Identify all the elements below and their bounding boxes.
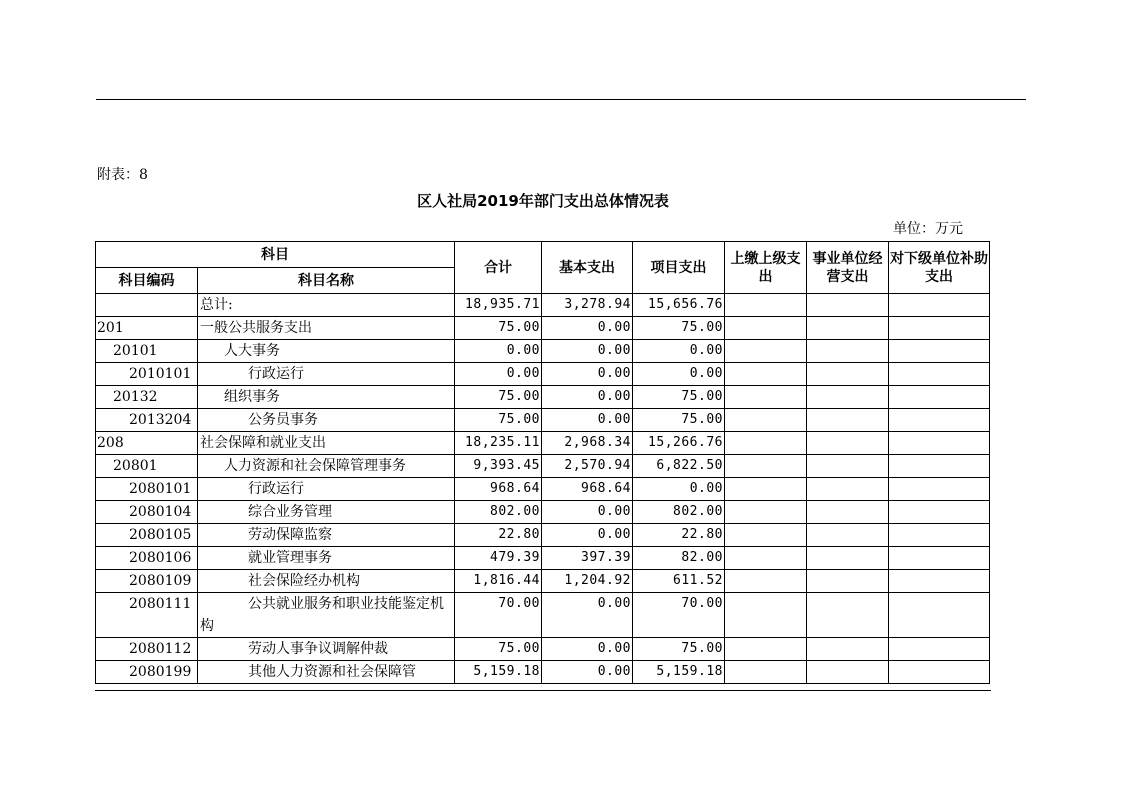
cell-subsidy	[889, 593, 990, 638]
cell-upper	[725, 363, 807, 386]
cell-basic: 0.00	[542, 593, 633, 638]
cell-name: 人力资源和社会保障管理事务	[198, 455, 455, 478]
cell-basic: 0.00	[542, 386, 633, 409]
table-bottom-edge	[95, 690, 991, 691]
cell-business	[807, 386, 889, 409]
header-upper: 上缴上级支出	[725, 242, 807, 294]
cell-basic: 0.00	[542, 501, 633, 524]
table-row	[96, 432, 990, 455]
table-row	[96, 478, 990, 501]
cell-name: 劳动保障监察	[198, 524, 455, 547]
cell-total: 75.00	[455, 386, 542, 409]
cell-upper	[725, 661, 807, 684]
cell-total: 479.39	[455, 547, 542, 570]
cell-project: 75.00	[633, 386, 725, 409]
expenditure-table	[95, 241, 990, 684]
cell-project: 0.00	[633, 340, 725, 363]
cell-upper	[725, 432, 807, 455]
cell-total: 968.64	[455, 478, 542, 501]
cell-code: 20132	[96, 386, 198, 409]
cell-code: 2080105	[96, 524, 198, 547]
cell-subsidy	[889, 432, 990, 455]
table-row	[96, 638, 990, 661]
cell-subsidy	[889, 386, 990, 409]
cell-business	[807, 317, 889, 340]
cell-business	[807, 455, 889, 478]
cell-total: 802.00	[455, 501, 542, 524]
cell-project: 5,159.18	[633, 661, 725, 684]
cell-subsidy	[889, 409, 990, 432]
table-row	[96, 409, 990, 432]
cell-name: 劳动人事争议调解仲裁	[198, 638, 455, 661]
cell-project: 802.00	[633, 501, 725, 524]
table-row	[96, 661, 990, 684]
cell-project: 611.52	[633, 570, 725, 593]
cell-business	[807, 661, 889, 684]
cell-subsidy	[889, 317, 990, 340]
cell-name: 综合业务管理	[198, 501, 455, 524]
cell-code: 2080109	[96, 570, 198, 593]
cell-subsidy	[889, 478, 990, 501]
top-rule	[96, 99, 1026, 100]
table-row	[96, 570, 990, 593]
cell-name: 其他人力资源和社会保障管	[198, 661, 455, 684]
cell-total: 5,159.18	[455, 661, 542, 684]
cell-project: 75.00	[633, 317, 725, 340]
cell-subsidy	[889, 570, 990, 593]
cell-project: 82.00	[633, 547, 725, 570]
cell-business	[807, 478, 889, 501]
cell-basic: 0.00	[542, 363, 633, 386]
cell-name: 公务员事务	[198, 409, 455, 432]
cell-subsidy	[889, 661, 990, 684]
cell-business	[807, 547, 889, 570]
cell-upper	[725, 386, 807, 409]
cell-business	[807, 363, 889, 386]
cell-code: 2010101	[96, 363, 198, 386]
cell-project: 15,656.76	[633, 294, 725, 317]
cell-name: 总计:	[198, 294, 455, 317]
cell-project: 22.80	[633, 524, 725, 547]
cell-upper	[725, 524, 807, 547]
cell-project: 70.00	[633, 593, 725, 638]
cell-total: 75.00	[455, 317, 542, 340]
cell-subsidy	[889, 501, 990, 524]
cell-total: 0.00	[455, 340, 542, 363]
cell-basic: 968.64	[542, 478, 633, 501]
cell-upper	[725, 570, 807, 593]
cell-total: 70.00	[455, 593, 542, 638]
cell-code: 2080199	[96, 661, 198, 684]
cell-upper	[725, 593, 807, 638]
cell-upper	[725, 455, 807, 478]
cell-business	[807, 593, 889, 638]
cell-name: 公共就业服务和职业技能鉴定机构	[198, 593, 455, 638]
cell-basic: 1,204.92	[542, 570, 633, 593]
cell-code: 208	[96, 432, 198, 455]
cell-project: 15,266.76	[633, 432, 725, 455]
table-row	[96, 547, 990, 570]
cell-basic: 397.39	[542, 547, 633, 570]
cell-basic: 2,570.94	[542, 455, 633, 478]
table-row	[96, 363, 990, 386]
header-subsidy: 对下级单位补助支出	[889, 242, 990, 294]
unit-label: 单位：万元	[893, 221, 963, 237]
cell-code: 2080104	[96, 501, 198, 524]
cell-code: 2080101	[96, 478, 198, 501]
cell-project: 75.00	[633, 638, 725, 661]
cell-upper	[725, 340, 807, 363]
cell-upper	[725, 501, 807, 524]
cell-upper	[725, 317, 807, 340]
cell-name: 组织事务	[198, 386, 455, 409]
cell-total: 18,235.11	[455, 432, 542, 455]
cell-subsidy	[889, 524, 990, 547]
cell-name: 行政运行	[198, 478, 455, 501]
cell-name: 人大事务	[198, 340, 455, 363]
cell-total: 1,816.44	[455, 570, 542, 593]
header-subject: 科目	[96, 242, 455, 268]
table-row	[96, 524, 990, 547]
table-row	[96, 317, 990, 340]
cell-business	[807, 294, 889, 317]
cell-basic: 2,968.34	[542, 432, 633, 455]
cell-subsidy	[889, 363, 990, 386]
table-row	[96, 593, 990, 638]
cell-name: 就业管理事务	[198, 547, 455, 570]
cell-code: 2080106	[96, 547, 198, 570]
cell-business	[807, 501, 889, 524]
cell-basic: 0.00	[542, 524, 633, 547]
cell-project: 0.00	[633, 478, 725, 501]
table-row	[96, 340, 990, 363]
cell-code: 2013204	[96, 409, 198, 432]
page-title: 区人社局2019年部门支出总体情况表	[417, 192, 669, 210]
cell-name: 社会保障和就业支出	[198, 432, 455, 455]
table-row	[96, 501, 990, 524]
table-row	[96, 294, 990, 317]
cell-business	[807, 340, 889, 363]
cell-basic: 0.00	[542, 340, 633, 363]
header-basic: 基本支出	[542, 242, 633, 294]
cell-project: 75.00	[633, 409, 725, 432]
header-name: 科目名称	[198, 268, 455, 294]
cell-subsidy	[889, 455, 990, 478]
cell-name: 一般公共服务支出	[198, 317, 455, 340]
cell-business	[807, 409, 889, 432]
cell-total: 75.00	[455, 409, 542, 432]
cell-basic: 0.00	[542, 638, 633, 661]
cell-basic: 0.00	[542, 661, 633, 684]
cell-upper	[725, 638, 807, 661]
header-code: 科目编码	[96, 268, 198, 294]
cell-total: 18,935.71	[455, 294, 542, 317]
cell-business	[807, 432, 889, 455]
cell-upper	[725, 409, 807, 432]
cell-code	[96, 294, 198, 317]
header-total: 合计	[455, 242, 542, 294]
cell-code: 20801	[96, 455, 198, 478]
attachment-label: 附表：8	[97, 167, 148, 183]
cell-code: 20101	[96, 340, 198, 363]
cell-project: 0.00	[633, 363, 725, 386]
cell-business	[807, 570, 889, 593]
table-row	[96, 386, 990, 409]
cell-total: 0.00	[455, 363, 542, 386]
header-business: 事业单位经营支出	[807, 242, 889, 294]
cell-basic: 0.00	[542, 317, 633, 340]
cell-name: 行政运行	[198, 363, 455, 386]
cell-code: 2080112	[96, 638, 198, 661]
cell-business	[807, 524, 889, 547]
table-row	[96, 455, 990, 478]
header-project: 项目支出	[633, 242, 725, 294]
cell-total: 9,393.45	[455, 455, 542, 478]
cell-upper	[725, 478, 807, 501]
cell-subsidy	[889, 340, 990, 363]
cell-basic: 3,278.94	[542, 294, 633, 317]
cell-subsidy	[889, 638, 990, 661]
cell-subsidy	[889, 294, 990, 317]
cell-basic: 0.00	[542, 409, 633, 432]
cell-total: 22.80	[455, 524, 542, 547]
cell-total: 75.00	[455, 638, 542, 661]
cell-upper	[725, 294, 807, 317]
cell-project: 6,822.50	[633, 455, 725, 478]
cell-name: 社会保险经办机构	[198, 570, 455, 593]
cell-subsidy	[889, 547, 990, 570]
cell-upper	[725, 547, 807, 570]
cell-code: 2080111	[96, 593, 198, 638]
cell-business	[807, 638, 889, 661]
cell-code: 201	[96, 317, 198, 340]
